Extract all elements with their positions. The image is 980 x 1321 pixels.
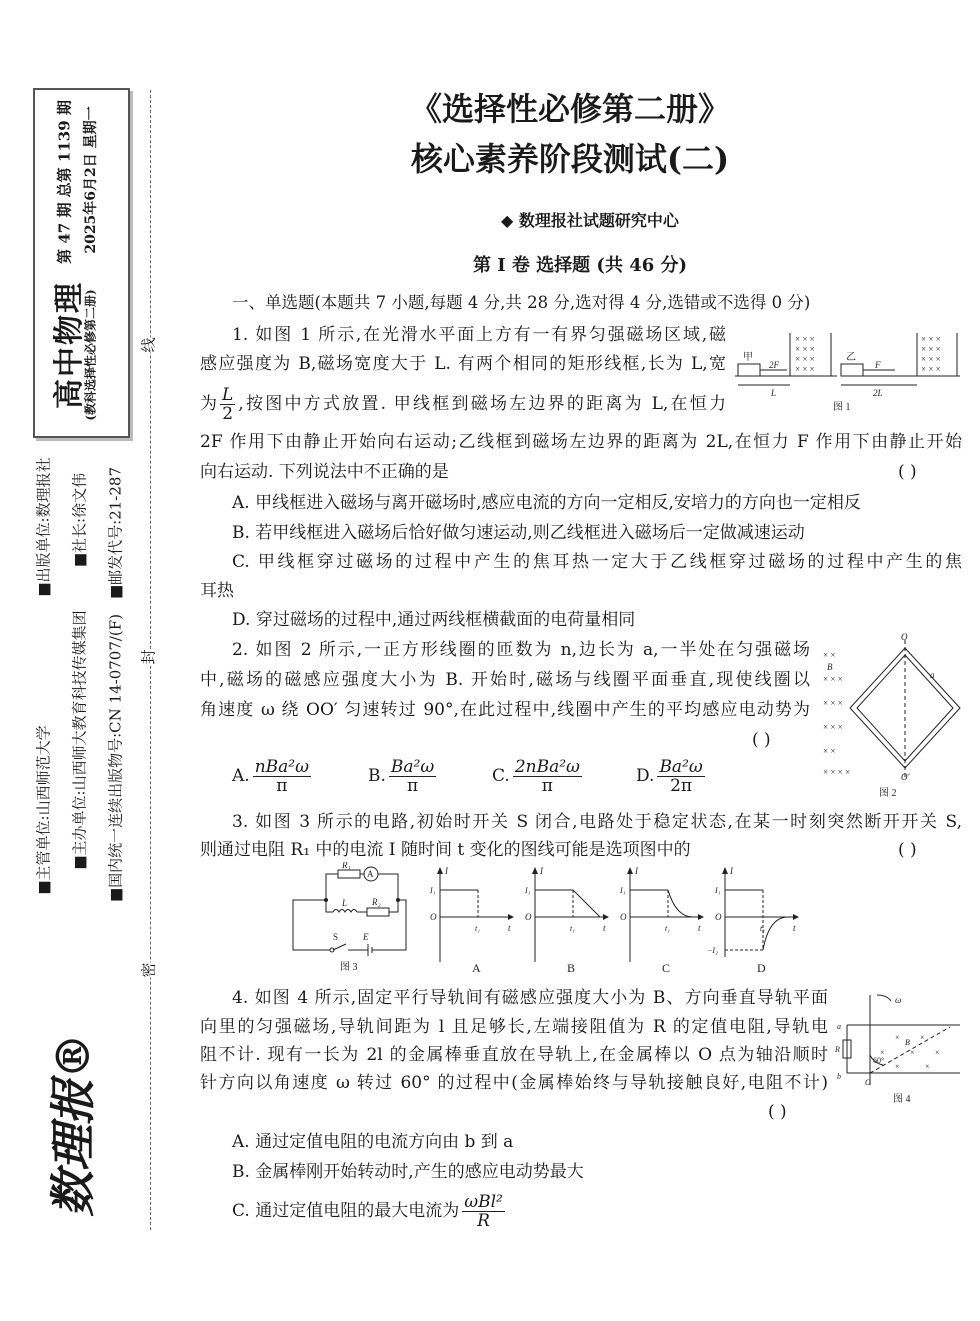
frac-num: 2nBa²ω: [514, 756, 580, 777]
svg-text:×: ×: [935, 1048, 940, 1057]
svg-text:× × ×: × × ×: [795, 334, 815, 344]
y-arrow: [722, 867, 728, 874]
figure-1: [735, 328, 965, 416]
fig2-caption: 图 2: [879, 788, 897, 799]
y-axis-label: I: [730, 866, 733, 876]
svg-text:× × ×: × × ×: [795, 364, 815, 374]
neg-i2-label: −I₂: [707, 946, 718, 955]
supervisor-info: ■主管单位:山西师范大学: [34, 725, 53, 895]
y-axis-label: I: [635, 866, 638, 876]
q2-option-b: [368, 756, 439, 796]
q2-option-d: [636, 756, 708, 796]
origin-label: O: [620, 912, 627, 922]
president-info: ■社长:徐文伟: [70, 472, 89, 568]
x-axis-label: t: [508, 923, 511, 933]
t1-label: t₁: [475, 924, 481, 933]
origin-label: O: [430, 912, 437, 922]
fig3-caption: 图 3: [340, 962, 358, 973]
x-arrow: [793, 914, 799, 920]
i1-label: I₁: [620, 886, 626, 895]
q4-option-a: A. 通过定值电阻的电流方向由 b 到 a: [232, 1132, 514, 1152]
t1-label: t₁: [570, 924, 576, 933]
option-label: B.: [368, 766, 386, 786]
section-heading: 一、单选题(本题共 7 小题,每题 4 分,共 28 分,选对得 4 分,选错或不选得 0 分): [232, 293, 811, 312]
publisher-info: ■出版单位:数理报社: [34, 457, 53, 597]
fig3-ammeter-label: A: [367, 869, 374, 879]
frac-num: Ba²ω: [659, 756, 703, 777]
svg-text:×: ×: [910, 1048, 915, 1057]
frac-den: 2π: [670, 775, 693, 796]
decay-curve: [763, 917, 788, 950]
q1-option-c-cont: 耳热: [200, 581, 234, 601]
q3-line: 则通过电阻 R₁ 中的电流 I 随时间 t 变化的图线可能是选项图中的: [200, 840, 691, 860]
q1-line: [200, 384, 726, 424]
x-arrow: [698, 914, 704, 920]
option-label: C.: [492, 766, 510, 786]
svg-text:× × × ×: × × × ×: [823, 767, 851, 777]
svg-text:×: ×: [920, 1033, 925, 1042]
option-text: C. 通过定值电阻的最大电流为: [232, 1201, 460, 1221]
graph-option-label: B: [567, 961, 576, 975]
fig1-force-f: F: [875, 360, 881, 370]
q1-line: 2F 作用下由静止开始向右运动;乙线框到磁场左边界的距离为 2L,在恒力 F 作用下由静止开始: [200, 432, 962, 452]
q1-text: ,按图中方式放置. 甲线框到磁场左边界的距离为 L,在恒力: [238, 394, 726, 414]
sponsor-info: ■主办单位:山西师大教育科技传媒集团: [70, 610, 89, 870]
frac-num: Ba²ω: [390, 756, 435, 777]
svg-text:× × ×: × × ×: [795, 344, 815, 354]
answer-bracket[interactable]: ( ): [898, 462, 917, 482]
fig3-l-label: L: [342, 898, 348, 908]
svg-text:× ×: × ×: [823, 650, 836, 660]
y-axis-label: I: [445, 866, 448, 876]
svg-text:× × ×: × × ×: [921, 344, 941, 354]
fig1-force-2f: 2F: [769, 360, 779, 370]
page-title: 《选择性必修第二册》: [409, 90, 730, 128]
fig1-dist-l: L: [771, 388, 777, 398]
q1-line: 感应强度为 B,磁场宽度大于 L. 有两个相同的矩形线框,长为 L,宽: [200, 354, 726, 374]
q1-text: 为: [200, 394, 217, 414]
svg-text:×: ×: [880, 1048, 885, 1057]
option-fraction: [513, 758, 582, 795]
cn-info: ■国内统一连续出版物号:CN 14-0707/(F): [106, 613, 125, 903]
q1-option-d: D. 穿过磁场的过程中,通过两线框横截面的电荷量相同: [232, 610, 636, 630]
fig2-axis-o-prime: O′: [901, 772, 910, 782]
q2-option-a: [232, 756, 314, 796]
q4-option-c: [232, 1191, 508, 1231]
i1-label: I₁: [715, 886, 721, 895]
fig3-emf-label: E: [363, 932, 369, 942]
postal-info: ■邮发代号:21-287: [106, 466, 125, 600]
graph-option-label: A: [472, 961, 481, 975]
svg-text:×: ×: [895, 1062, 900, 1071]
x-axis-label: t: [603, 923, 606, 933]
q3-line: 3. 如图 3 所示的电路,初始时开关 S 闭合,电路处于稳定状态,在某一时刻突然断开开关 S,: [232, 812, 962, 832]
frac-den: π: [541, 775, 553, 796]
decay-line: [573, 890, 600, 917]
figure-2: [815, 630, 965, 802]
fig4-point-a: a: [837, 1022, 841, 1031]
x-arrow: [508, 914, 514, 920]
y-arrow: [627, 867, 633, 874]
q1-option-c: C. 甲线框穿过磁场的过程中产生的焦耳热一定大于乙线框穿过磁场的过程中产生的焦: [232, 552, 962, 572]
x-axis-label: t: [698, 923, 701, 933]
fig1-dist-2l: 2L: [873, 388, 883, 398]
q1-fraction: [220, 386, 235, 423]
q4-line: 阻不计. 现有一长为 2l 的金属棒垂直放在导轨上,在金属棒以 O 点为轴沿顺时: [200, 1045, 828, 1065]
option-fraction: [657, 758, 704, 795]
fig4-caption: 图 4: [893, 1094, 911, 1105]
issue-date: 2025年6月2日 星期一: [83, 106, 99, 254]
frac-den: π: [406, 775, 419, 796]
answer-bracket[interactable]: ( ): [752, 730, 771, 750]
figure-4: [835, 985, 965, 1107]
figure-3-graphs: [420, 862, 820, 977]
frac-num: L: [222, 384, 234, 405]
fig2-axis-o: O: [901, 632, 908, 642]
option-fraction: [389, 758, 436, 795]
answer-bracket[interactable]: ( ): [898, 840, 917, 860]
fig4-resistor-r: R: [835, 1045, 840, 1054]
i1-label: I₁: [525, 886, 531, 895]
svg-text:× × ×: × × ×: [823, 722, 843, 732]
y-arrow: [437, 867, 443, 874]
publisher-logo: 数理报®: [46, 1033, 100, 1217]
frac-den: π: [276, 775, 288, 796]
fig1-caption: 图 1: [833, 402, 851, 413]
svg-text:× ×: × ×: [823, 746, 836, 756]
fig3-switch-label: S: [333, 932, 339, 942]
q2-line: 角速度 ω 绕 OO′ 匀速转过 90°,在此过程中,线圈中产生的平均感应电动势为: [200, 700, 810, 720]
fig4-point-b: b: [837, 1072, 841, 1081]
frac-den: R: [477, 1210, 490, 1231]
q2-line: 2. 如图 2 所示,一正方形线圈的匝数为 n,边长为 a,一半处在匀强磁场: [232, 640, 810, 660]
t1-label: t₁: [760, 924, 766, 933]
fig4-pivot-o: O: [865, 1078, 871, 1087]
q2-option-c: [492, 756, 585, 796]
q1-option-b: B. 若甲线框进入磁场后恰好做匀速运动,则乙线框进入磁场后一定做减速运动: [232, 523, 805, 543]
q4-option-b: B. 金属棒刚开始转动时,产生的感应电动势最大: [232, 1162, 584, 1182]
issue-number: 第 47 期 总第 1139 期: [55, 100, 74, 264]
q4-line: 4. 如图 4 所示,固定平行导轨间有磁感应强度大小为 B、方向垂直导轨平面: [232, 988, 828, 1008]
part-heading: 第 Ⅰ 卷 选择题 (共 46 分): [472, 255, 688, 276]
fig1-jia-label: 甲: [743, 352, 753, 363]
answer-bracket[interactable]: ( ): [768, 1102, 787, 1122]
frac-num: ωBl²: [464, 1191, 503, 1212]
origin-label: O: [715, 912, 722, 922]
fig3-r2-label: R₂: [372, 897, 381, 907]
frac-num: nBa²ω: [254, 756, 309, 777]
cut-mark-line: 线: [139, 337, 158, 353]
option-label: D.: [636, 766, 655, 786]
option-fraction: [253, 758, 311, 795]
i1-label: I₁: [430, 886, 436, 895]
svg-text:× × ×: × × ×: [921, 354, 941, 364]
x-axis-label: t: [793, 923, 796, 933]
option-label: A.: [232, 766, 250, 786]
origin-label: O: [525, 912, 532, 922]
edition-label: (教科选择性必修第二册): [83, 289, 98, 421]
fig1-yi-label: 乙: [846, 352, 856, 363]
q4-line: 针方向以角速度 ω 转过 60° 的过程中(金属棒始终与导轨接触良好,电阻不计): [200, 1073, 828, 1093]
fig4-angle: 60°: [873, 1056, 885, 1065]
page-subtitle: 核心素养阶段测试(二): [410, 140, 730, 178]
q2-line: 中,磁场的磁感应强度大小为 B. 开始时,磁场与线圈平面垂直,现使线圈以: [200, 670, 810, 690]
fig3-r1-label: R₁: [342, 862, 351, 870]
brand-title: 高中物理: [52, 281, 87, 409]
cut-mark-secret: 密: [139, 962, 158, 978]
graph-option-label: D: [757, 961, 766, 975]
decay-curve: [668, 890, 693, 917]
cut-mark-seal: 封: [139, 649, 158, 665]
svg-text:× × ×: × × ×: [795, 354, 815, 364]
q4-line: 向里的匀强磁场,导轨间距为 l 且足够长,左端接阻值为 R 的定值电阻,导轨电: [200, 1017, 828, 1037]
svg-text:× × ×: × × ×: [921, 364, 941, 374]
fig4-omega: ω: [895, 995, 902, 1005]
q1-line: 1. 如图 1 所示,在光滑水平面上方有一有界匀强磁场区域,磁: [232, 325, 726, 345]
figure-3-circuit: [288, 862, 418, 974]
graph-option-label: C: [662, 961, 671, 975]
svg-text:× × ×: × × ×: [823, 674, 843, 684]
svg-text:×: ×: [925, 1062, 930, 1071]
y-arrow: [532, 867, 538, 874]
q1-line: 向右运动. 下列说法中不正确的是: [200, 462, 449, 482]
svg-text:× × ×: × × ×: [823, 698, 843, 708]
y-axis-label: I: [540, 866, 543, 876]
source-line: ◆ 数理报社试题研究中心: [501, 211, 679, 230]
fig2-side-a: a: [930, 670, 935, 680]
fig4-field-b: B: [905, 1038, 910, 1047]
svg-text:×: ×: [895, 1033, 900, 1042]
t1-label: t₁: [665, 924, 671, 933]
frac-den: 2: [222, 403, 234, 424]
fig2-field-b: B: [827, 662, 833, 672]
x-arrow: [603, 914, 609, 920]
option-fraction: [462, 1193, 505, 1230]
svg-text:× × ×: × × ×: [921, 334, 941, 344]
q1-option-a: A. 甲线框进入磁场与离开磁场时,感应电流的方向一定相反,安培力的方向也一定相反: [232, 493, 861, 513]
